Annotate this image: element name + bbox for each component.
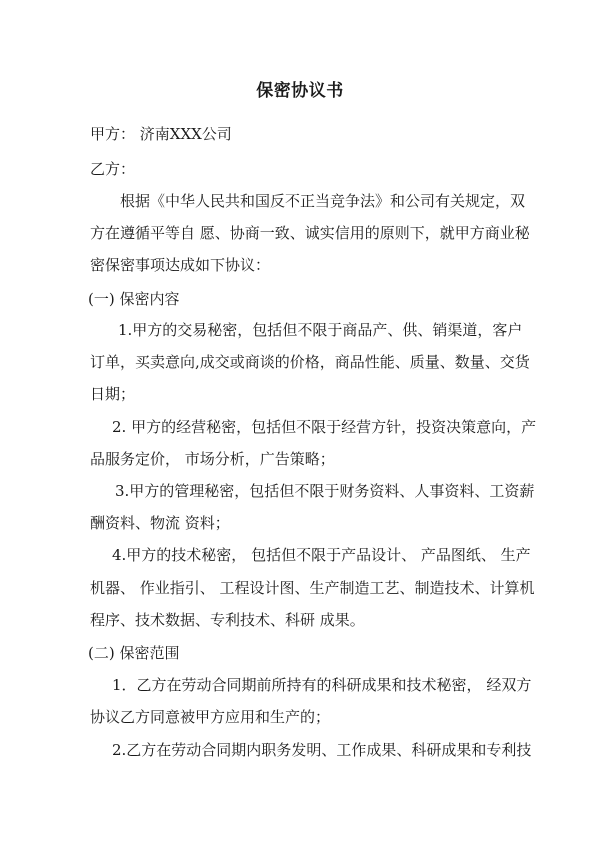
- item-3-line-2: 酬资料、物流 资料；: [90, 514, 230, 532]
- party-a-line: 甲方： 济南XXX公司: [90, 125, 232, 143]
- document-title: 保密协议书: [256, 81, 344, 101]
- item-2-line-1: 2. 甲方的经营秘密，包括但不限于经营方针，投资决策意向，产: [112, 418, 537, 436]
- item-4-line-1: 4.甲方的技术秘密， 包括但不限于产品设计、 产品图纸、 生产: [112, 546, 531, 564]
- item-1-line-1: 1.甲方的交易秘密，包括但不限于商品产、供、销渠道，客户: [118, 321, 523, 339]
- intro-line-2: 方在遵循平等自 愿、协商一致、诚实信用的原则下，就甲方商业秘: [90, 224, 530, 242]
- intro-line-3: 密保密事项达成如下协议：: [90, 256, 271, 274]
- intro-line-1: 根据《中华人民共和国反不正当竞争法》和公司有关规定，双: [120, 192, 526, 210]
- scope-1-line-1: 1．乙方在劳动合同期前所持有的科研成果和技术秘密， 经双方: [112, 676, 532, 694]
- item-1-line-2: 订单，买卖意向,成交或商谈的价格，商品性能、质量、数量、交货: [90, 353, 530, 371]
- item-4-line-3: 程序、技术数据、专利技术、科研 成果。: [90, 611, 365, 629]
- item-4-line-2: 机器、 作业指引、 工程设计图、生产制造工艺、制造技术、计算机: [90, 579, 535, 597]
- section-1-heading: (一) 保密内容: [88, 290, 180, 308]
- item-3-line-1: 3.甲方的管理秘密，包括但不限于财务资料、人事资料、工资薪: [115, 482, 535, 500]
- item-2-line-2: 品服务定价， 市场分析，广告策略；: [90, 450, 335, 468]
- scope-1-line-2: 协议乙方同意被甲方应用和生产的；: [90, 708, 331, 726]
- scope-2-line-1: 2.乙方在劳动合同期内职务发明、工作成果、科研成果和专利技: [112, 741, 532, 759]
- item-1-line-3: 日期；: [90, 385, 136, 403]
- section-2-heading: (二) 保密范围: [88, 644, 180, 662]
- party-b-line: 乙方：: [90, 160, 136, 178]
